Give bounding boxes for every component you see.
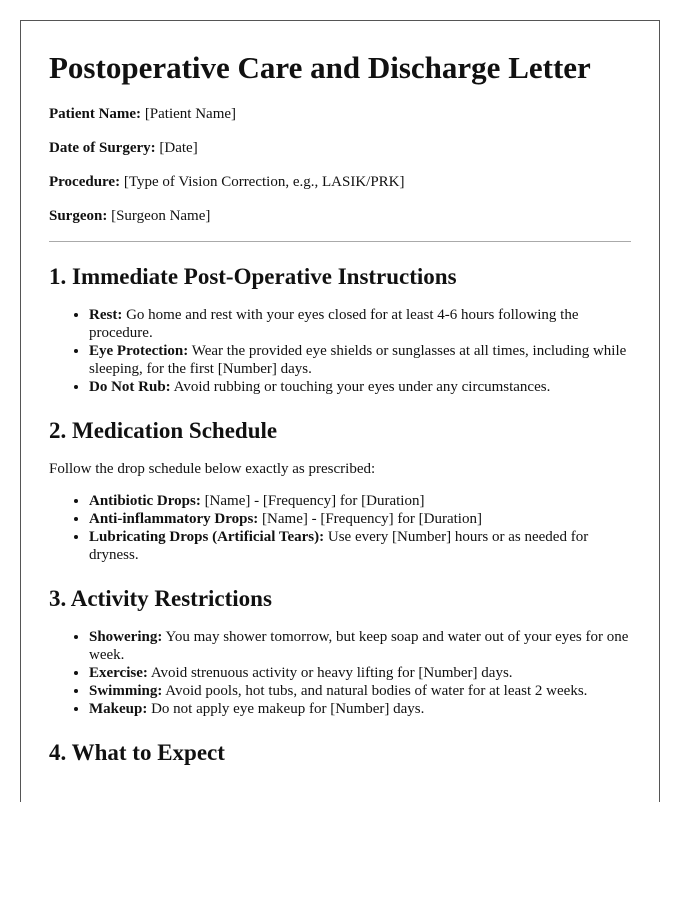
item-label: Eye Protection: xyxy=(89,343,189,359)
list-item xyxy=(89,700,631,718)
section-heading-instructions: 1. Immediate Post-Operative Instructions xyxy=(49,264,457,289)
section-heading-expect: 4. What to Expect xyxy=(49,740,225,765)
list-item xyxy=(89,306,631,342)
surgery-date-label: Date of Surgery: xyxy=(49,140,156,156)
surgeon-label: Surgeon: xyxy=(49,208,108,224)
surgeon-line xyxy=(49,207,631,225)
page-title: Postoperative Care and Discharge Letter xyxy=(49,50,591,85)
item-text: Wear the provided eye shields or sunglasses at all times, including while sleeping, for the first [Number] days. xyxy=(89,343,627,377)
item-text: You may shower tomorrow, but keep soap and water out of your eyes for one week. xyxy=(89,629,629,663)
item-label: Lubricating Drops (Artificial Tears): xyxy=(89,529,325,545)
item-label: Antibiotic Drops: xyxy=(89,493,201,509)
letter-document xyxy=(20,20,660,802)
item-label: Makeup: xyxy=(89,701,148,717)
activity-list xyxy=(49,628,631,718)
item-text: Do not apply eye makeup for [Number] days. xyxy=(151,701,425,717)
patient-name-value: [Patient Name] xyxy=(144,106,237,122)
item-text: Avoid strenuous activity or heavy lifting for [Number] days. xyxy=(150,665,513,681)
surgery-date-line xyxy=(49,139,631,157)
section-heading-medication: 2. Medication Schedule xyxy=(49,418,278,443)
item-label: Do Not Rub: xyxy=(89,379,171,395)
item-text: Go home and rest with your eyes closed for at least 4-6 hours following the procedure. xyxy=(89,307,579,341)
list-item xyxy=(89,664,631,682)
instructions-list xyxy=(49,306,631,396)
item-text: Avoid rubbing or touching your eyes under any circumstances. xyxy=(173,379,551,395)
surgeon-value: [Surgeon Name] xyxy=(111,208,211,224)
list-item xyxy=(89,628,631,664)
patient-name-label: Patient Name: xyxy=(49,106,142,122)
medication-list xyxy=(49,492,631,564)
item-label: Swimming: xyxy=(89,683,163,699)
medication-intro: Follow the drop schedule below exactly as prescribed: xyxy=(49,461,376,477)
item-text: Avoid pools, hot tubs, and natural bodies of water for at least 2 weeks. xyxy=(165,683,588,699)
item-text: [Name] - [Frequency] for [Duration] xyxy=(262,511,482,527)
list-item xyxy=(89,342,631,378)
list-item xyxy=(89,510,631,528)
surgery-date-value: [Date] xyxy=(159,140,198,156)
divider xyxy=(49,241,631,242)
section-heading-activity: 3. Activity Restrictions xyxy=(49,586,272,611)
procedure-label: Procedure: xyxy=(49,174,121,190)
list-item xyxy=(89,492,631,510)
item-text: [Name] - [Frequency] for [Duration] xyxy=(204,493,425,509)
procedure-value: [Type of Vision Correction, e.g., LASIK/PRK] xyxy=(123,174,405,190)
procedure-line xyxy=(49,173,631,191)
list-item xyxy=(89,682,631,700)
item-label: Exercise: xyxy=(89,665,148,681)
list-item xyxy=(89,528,631,564)
item-label: Rest: xyxy=(89,307,123,323)
item-label: Showering: xyxy=(89,629,163,645)
list-item xyxy=(89,378,631,396)
item-text: Use every [Number] hours or as needed for dryness. xyxy=(89,529,589,563)
item-label: Anti-inflammatory Drops: xyxy=(89,511,259,527)
patient-name-line xyxy=(49,105,631,123)
